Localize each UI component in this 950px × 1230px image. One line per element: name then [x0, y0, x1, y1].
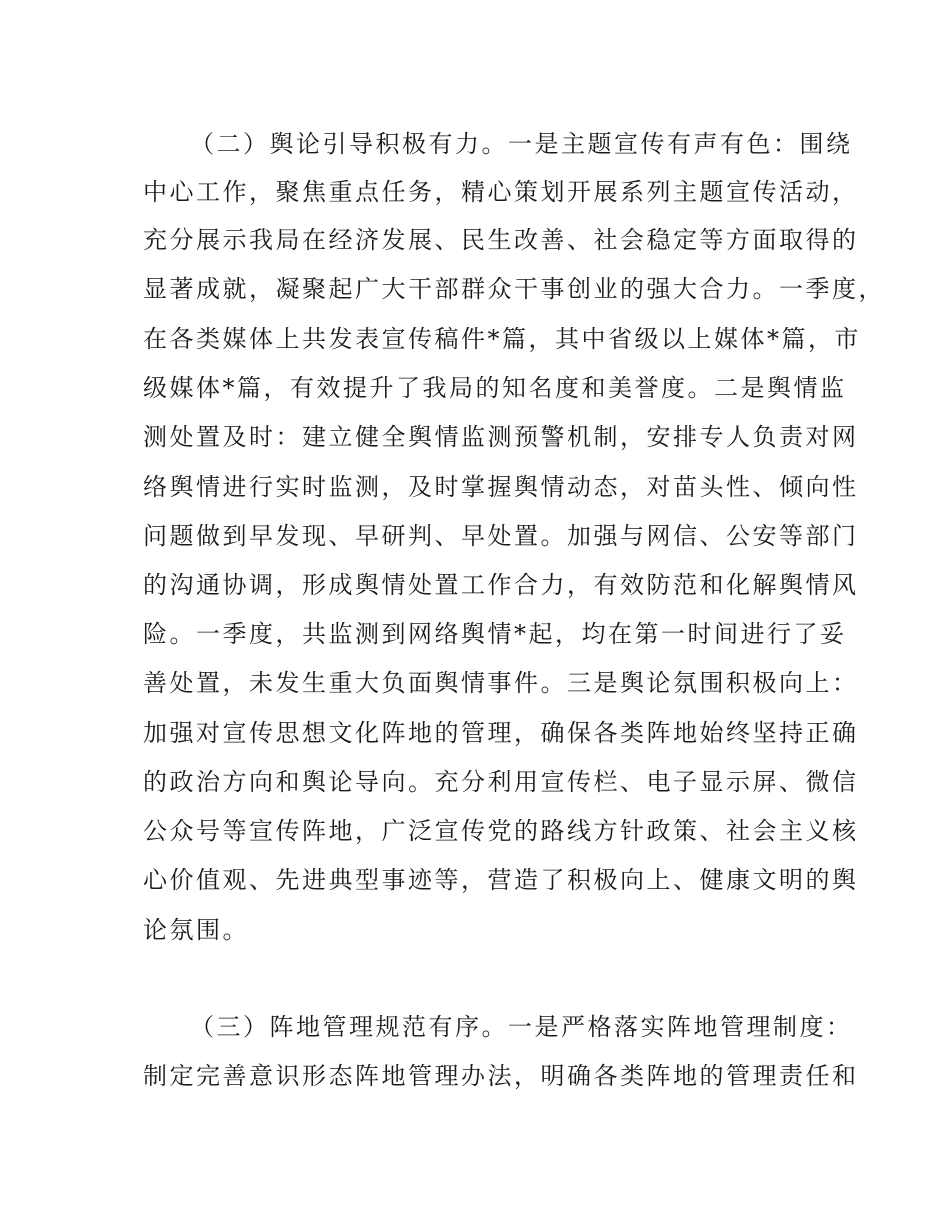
text-line: 制定完善意识形态阵地管理办法，明确各类阵地的管理责任和	[143, 1062, 859, 1090]
text-line: 问题做到早发现、早研判、早处置。加强与网信、公安等部门	[143, 522, 859, 550]
text-line: 善处置，未发生重大负面舆情事件。三是舆论氛围积极向上：	[143, 669, 859, 697]
text-line: 论氛围。	[143, 916, 249, 944]
text-line: 险。一季度，共监测到网络舆情*起，均在第一时间进行了妥	[143, 620, 847, 648]
text-line: 中心工作，聚焦重点任务，精心策划开展系列主题宣传活动，	[143, 178, 859, 206]
text-line: 的政治方向和舆论导向。充分利用宣传栏、电子显示屏、微信	[143, 768, 859, 796]
text-line: 的沟通协调，形成舆情处置工作合力，有效防范和化解舆情风	[143, 571, 859, 599]
text-line: 加强对宣传思想文化阵地的管理，确保各类阵地始终坚持正确	[143, 719, 859, 747]
text-line: 心价值观、先进典型事迹等，营造了积极向上、健康文明的舆	[143, 866, 859, 894]
text-line: 络舆情进行实时监测，及时掌握舆情动态，对苗头性、倾向性	[143, 473, 859, 501]
text-line: 显著成就，凝聚起广大干部群众干事创业的强大合力。一季度，	[143, 275, 885, 303]
text-line: （二）舆论引导积极有力。一是主题宣传有声有色：围绕	[190, 130, 853, 158]
text-line: 测处置及时：建立健全舆情监测预警机制，安排专人负责对网	[143, 423, 859, 451]
text-line: 充分展示我局在经济发展、民生改善、社会稳定等方面取得的	[143, 226, 859, 254]
text-line: （三）阵地管理规范有序。一是严格落实阵地管理制度：	[190, 1013, 853, 1041]
text-line: 公众号等宣传阵地，广泛宣传党的路线方针政策、社会主义核	[143, 817, 859, 845]
text-line: 级媒体*篇，有效提升了我局的知名度和美誉度。二是舆情监	[143, 374, 847, 402]
text-line: 在各类媒体上共发表宣传稿件*篇，其中省级以上媒体*篇，市	[143, 325, 861, 353]
